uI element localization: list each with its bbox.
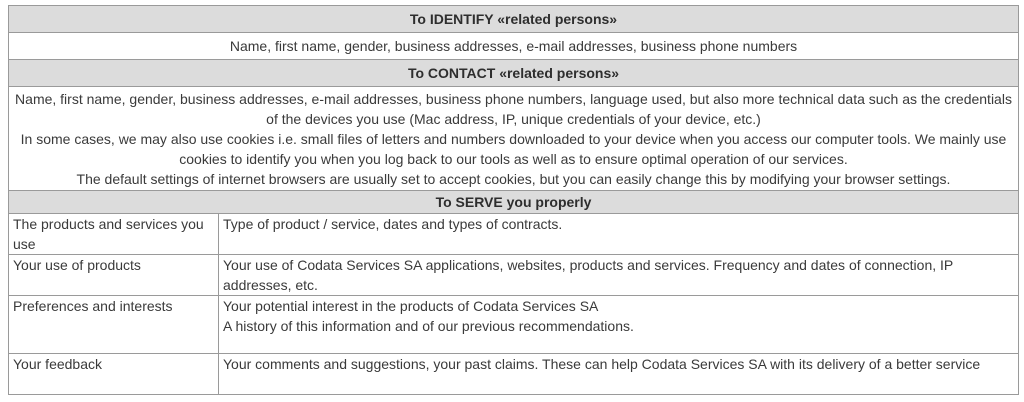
serve-row-feedback: [9, 354, 1019, 395]
data-usage-table: [8, 5, 1019, 395]
serve-row-line: A history of this information and of our previous recommendations.: [223, 318, 634, 334]
serve-heading: To SERVE you properly: [9, 191, 1019, 214]
serve-row-description: [219, 214, 1019, 255]
contact-paragraph-2: In some cases, we may also use cookies i.e. small files of letters and numbers downloaded to your device when you access our computer tools. We mainly use cookies to identify you when you log back to our tools as well as to ensure optimal operation of our services.: [20, 131, 1007, 167]
serve-row-label: Your feedback: [9, 354, 219, 395]
serve-row-usage: [9, 255, 1019, 296]
contact-text-cell: [9, 87, 1019, 191]
identify-heading-row: [9, 6, 1019, 33]
serve-row-line: Your comments and suggestions, your past claims. These can help Codata Services SA with its delivery of a better service: [223, 356, 981, 372]
serve-row-description: [219, 354, 1019, 395]
serve-row-label: Preferences and interests: [9, 296, 219, 354]
contact-paragraph-3: The default settings of internet browsers are usually set to accept cookies, but you can easily change this by modifying your browser settings.: [76, 171, 951, 187]
serve-row-products: [9, 214, 1019, 255]
serve-row-preferences: [9, 296, 1019, 354]
serve-row-line: Your use of Codata Services SA applications, websites, products and services. Frequency and dates of connection, IP addresses, etc.: [223, 257, 953, 293]
contact-text-row: [9, 87, 1019, 191]
serve-row-line: Type of product / service, dates and types of contracts.: [223, 216, 563, 232]
contact-heading-row: [9, 60, 1019, 87]
contact-paragraph-1: Name, first name, gender, business addresses, e-mail addresses, business phone numbers, language used, but also more technical data such as the credentials of the devices you use (Mac address, IP, unique credentials of your device, etc.): [15, 91, 1012, 127]
serve-heading-row: [9, 191, 1019, 214]
serve-row-label: The products and services you use: [9, 214, 219, 255]
data-usage-table-container: [8, 5, 1019, 395]
serve-row-description: [219, 255, 1019, 296]
identify-text-row: [9, 33, 1019, 60]
serve-row-label: Your use of products: [9, 255, 219, 296]
serve-row-line: Your potential interest in the products of Codata Services SA: [223, 298, 599, 314]
contact-heading: To CONTACT «related persons»: [9, 60, 1019, 87]
identify-text: Name, first name, gender, business addresses, e-mail addresses, business phone numbers: [9, 33, 1019, 60]
identify-heading: To IDENTIFY «related persons»: [9, 6, 1019, 33]
serve-row-description: [219, 296, 1019, 354]
